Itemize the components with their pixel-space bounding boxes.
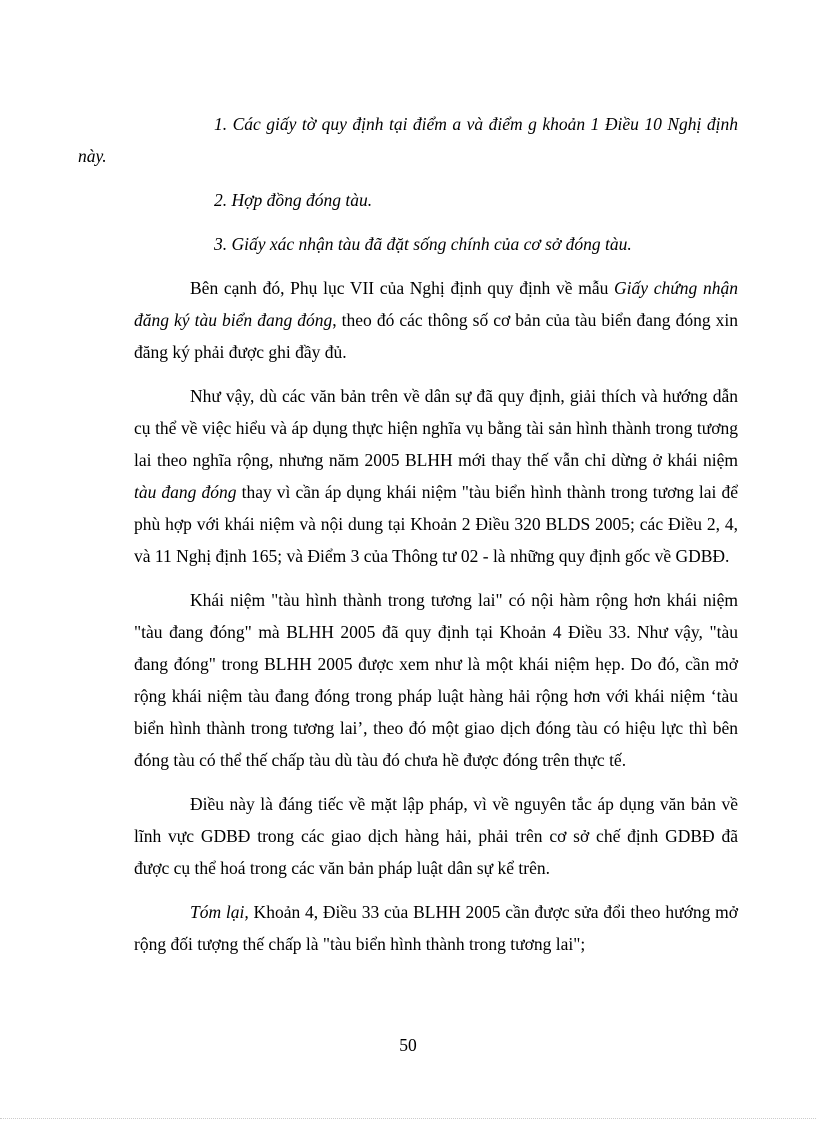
paragraph-4: Điều này là đáng tiếc về mặt lập pháp, vì về nguyên tắc áp dụng văn bản về lĩnh vực GDBĐ trong các giao dịch hàng hải, phải trên cơ sở chế định GDBĐ đã được cụ thể hoá trong các văn bản pháp luật dân sự kể trên. (134, 794, 738, 878)
paragraph-text: Bên cạnh đó, Phụ lục VII của Nghị định quy định về mẫu (190, 278, 615, 298)
paragraph-2 (134, 380, 738, 572)
list-item-number: 3. (214, 234, 228, 254)
paragraph-text: Khoản 4, Điều 33 của BLHH 2005 cần được sửa đổi theo hướng mở rộng đối tượng thế chấp là "tàu biển hình thành trong tương lai"; (134, 902, 738, 954)
list-item-text: Giấy xác nhận tàu đã đặt sống chính của cơ sở đóng tàu. (231, 234, 632, 254)
list-item-text: Hợp đồng đóng tàu. (231, 190, 373, 210)
list-item-number: 1. (214, 114, 228, 134)
paragraph-1 (134, 272, 738, 368)
paragraph-italic-text: Giấy chứng nhận đăng ký tàu biển đang đóng (134, 278, 738, 330)
document-body (78, 108, 739, 972)
list-item (78, 184, 738, 216)
page-bottom-divider (0, 1118, 816, 1119)
paragraph-text: thay vì cần áp dụng khái niệm "tàu biển hình thành trong tương lai để phù hợp với khái niệm và nội dung tại Khoản 2 Điều 320 BLDS 2005; các Điều 2, 4, và 11 Nghị định 165; và Điểm 3 của Thông tư 02 - là những quy định gốc về GDBĐ. (134, 482, 738, 566)
list-item-number: 2. (214, 190, 228, 210)
page-number: 50 (399, 1035, 417, 1055)
paragraph-3: Khái niệm "tàu hình thành trong tương lai" có nội hàm rộng hơn khái niệm "tàu đang đóng" mà BLHH 2005 đã quy định tại Khoản 4 Điều 33. Như vậy, "tàu đang đóng" trong BLHH 2005 được xem như là một khái niệm hẹp. Do đó, cần mở rộng khái niệm tàu đang đóng trong pháp luật hàng hải rộng hơn với khái niệm ‘tàu biển hình thành trong tương lai’, theo đó một giao dịch đóng tàu có hiệu lực thì bên đóng tàu có thể thế chấp tàu dù tàu đó chưa hề được đóng trên thực tế. (134, 590, 738, 770)
list-item (78, 108, 738, 172)
paragraph-5 (134, 896, 738, 960)
paragraph-italic-text: tàu đang đóng (134, 482, 237, 502)
paragraph-italic-text: Tóm lại, (190, 902, 249, 922)
paragraph-text: Như vậy, dù các văn bản trên về dân sự đã quy định, giải thích và hướng dẫn cụ thể về việc hiểu và áp dụng thực hiện nghĩa vụ bằng tài sản hình thành trong tương lai theo nghĩa rộng, nhưng năm 2005 BLHH mới thay thế vẫn chỉ dừng ở khái niệm (134, 386, 738, 470)
list-item-text: Các giấy tờ quy định tại điểm a và điểm g khoản 1 Điều 10 Nghị định này. (78, 114, 739, 166)
list-item (78, 228, 738, 260)
paragraph-text: , theo đó các thông số cơ bản của tàu biển đang đóng xin đăng ký phải được ghi đầy đủ. (134, 310, 738, 362)
